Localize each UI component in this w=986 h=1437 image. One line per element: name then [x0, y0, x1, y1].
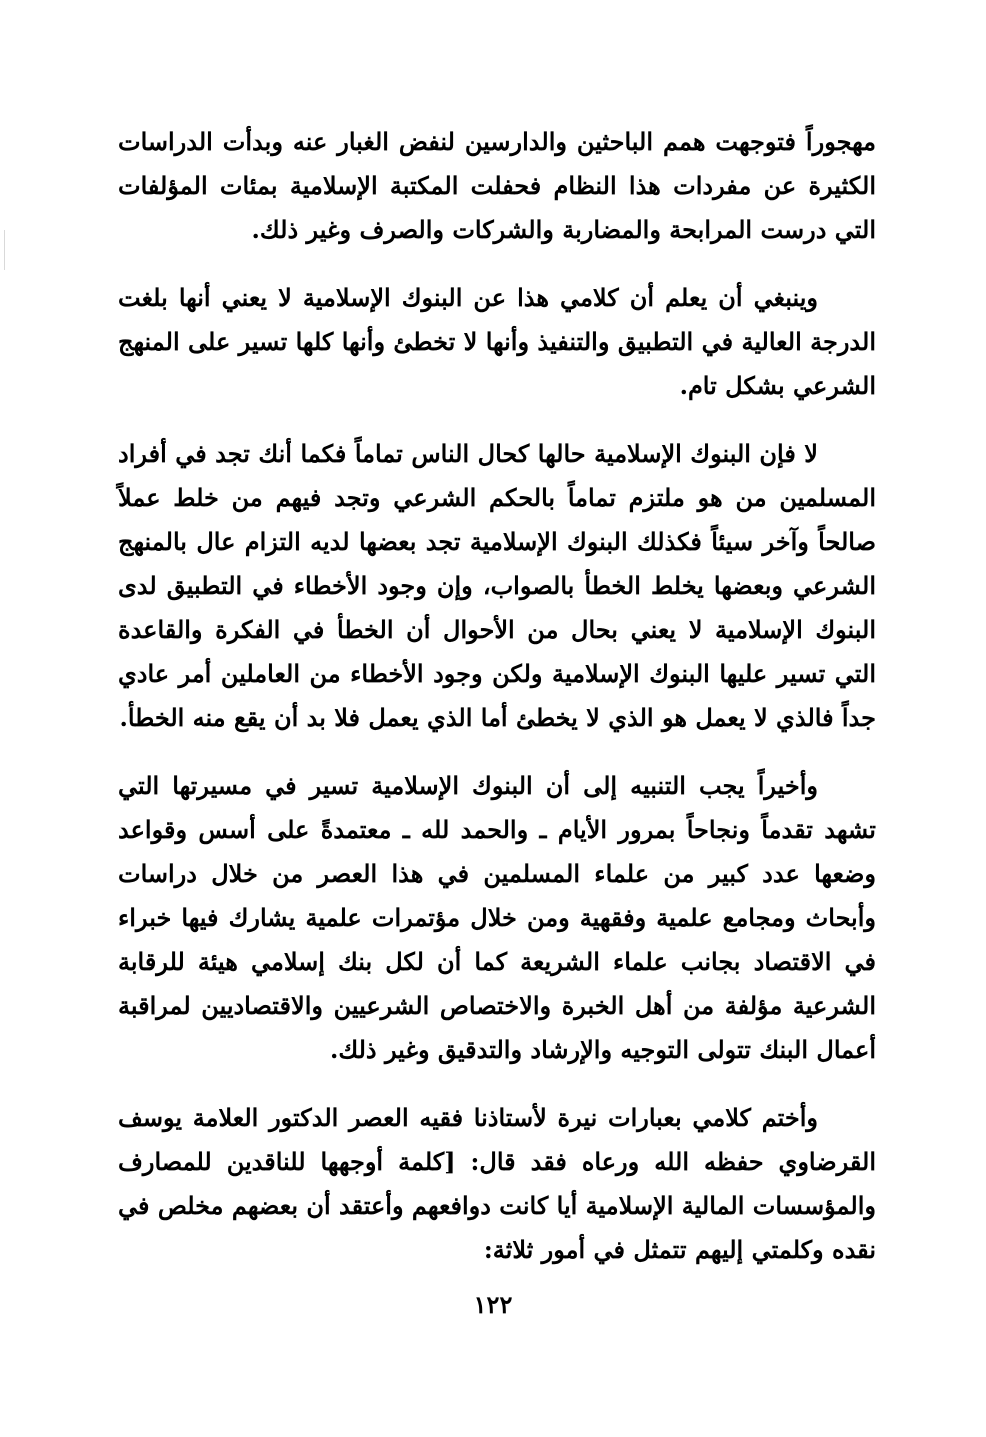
paragraph-banks-like-people: لا فإن البنوك الإسلامية حالها كحال الناس تماماً فكما أنك تجد في أفراد المسلمين من هو ملتزم تماماً بالحكم الشرعي وتجد فيهم من خلط عملاً صالحاً وآخر سيئاً فكذلك البنوك الإسلامية تجد بعضها لديه التزام عال بالمنهج الشرعي وبعضها يخلط الخطأ بالصواب، وإن وجود الأخطاء في التطبيق لدى البنوك الإسلامية لا يعني بحال من الأحوال أن الخطأ في الفكرة والقاعدة التي تسير عليها البنوك الإسلامية ولكن وجود الأخطاء من العاملين أمر عادي جداً فالذي لا يعمل هو الذي لا يخطئ أما الذي يعمل فلا بد أن يقع منه الخطأ. [118, 439, 876, 732]
paragraph-banks-not-perfect: وينبغي أن يعلم أن كلامي هذا عن البنوك الإسلامية لا يعني أنها بلغت الدرجة العالية في التطبيق والتنفيذ وأنها لا تخطئ وأنها كلها تسير على المنهج الشرعي بشكل تام. [118, 283, 876, 400]
page-number: ١٢٢ [473, 1290, 513, 1319]
paragraph-qaradawi-quote: وأختم كلامي بعبارات نيرة لأستاذنا فقيه العصر الدكتور العلامة يوسف القرضاوي حفظه الله ورعاه فقد قال: [كلمة أوجهها للناقدين للمصارف والمؤسسات المالية الإسلامية أيا كانت دوافعهم وأعتقد أن بعضهم مخلص في نقده وكلمتي إليهم تتمثل في أمور ثلاثة: [118, 1103, 876, 1264]
paragraph-banks-progress: وأخيراً يجب التنبيه إلى أن البنوك الإسلامية تسير في مسيرتها التي تشهد تقدماً ونجاحاً بمرور الأيام ـ والحمد لله ـ معتمدةً على أسس وقواعد وضعها عدد كبير من علماء المسلمين في هذا العصر من خلال دراسات وأبحاث ومجامع علمية وفقهية ومن خلال مؤتمرات علمية يشارك فيها خبراء في الاقتصاد بجانب علماء الشريعة كما أن لكل بنك إسلامي هيئة للرقابة الشرعية مؤلفة من أهل الخبرة والاختصاص الشرعيين والاقتصاديين لمراقبة أعمال البنك تتولى التوجيه والإرشاد والتدقيق وغير ذلك. [118, 771, 876, 1064]
paragraph-continuation: مهجوراً فتوجهت همم الباحثين والدارسين لنفض الغبار عنه وبدأت الدراسات الكثيرة عن مفردات هذا النظام فحفلت المكتبة الإسلامية بمئات المؤلفات التي درست المرابحة والمضاربة والشركات والصرف وغير ذلك. [118, 127, 876, 244]
page-body [118, 120, 876, 1272]
scan-edge-mark [4, 230, 5, 270]
